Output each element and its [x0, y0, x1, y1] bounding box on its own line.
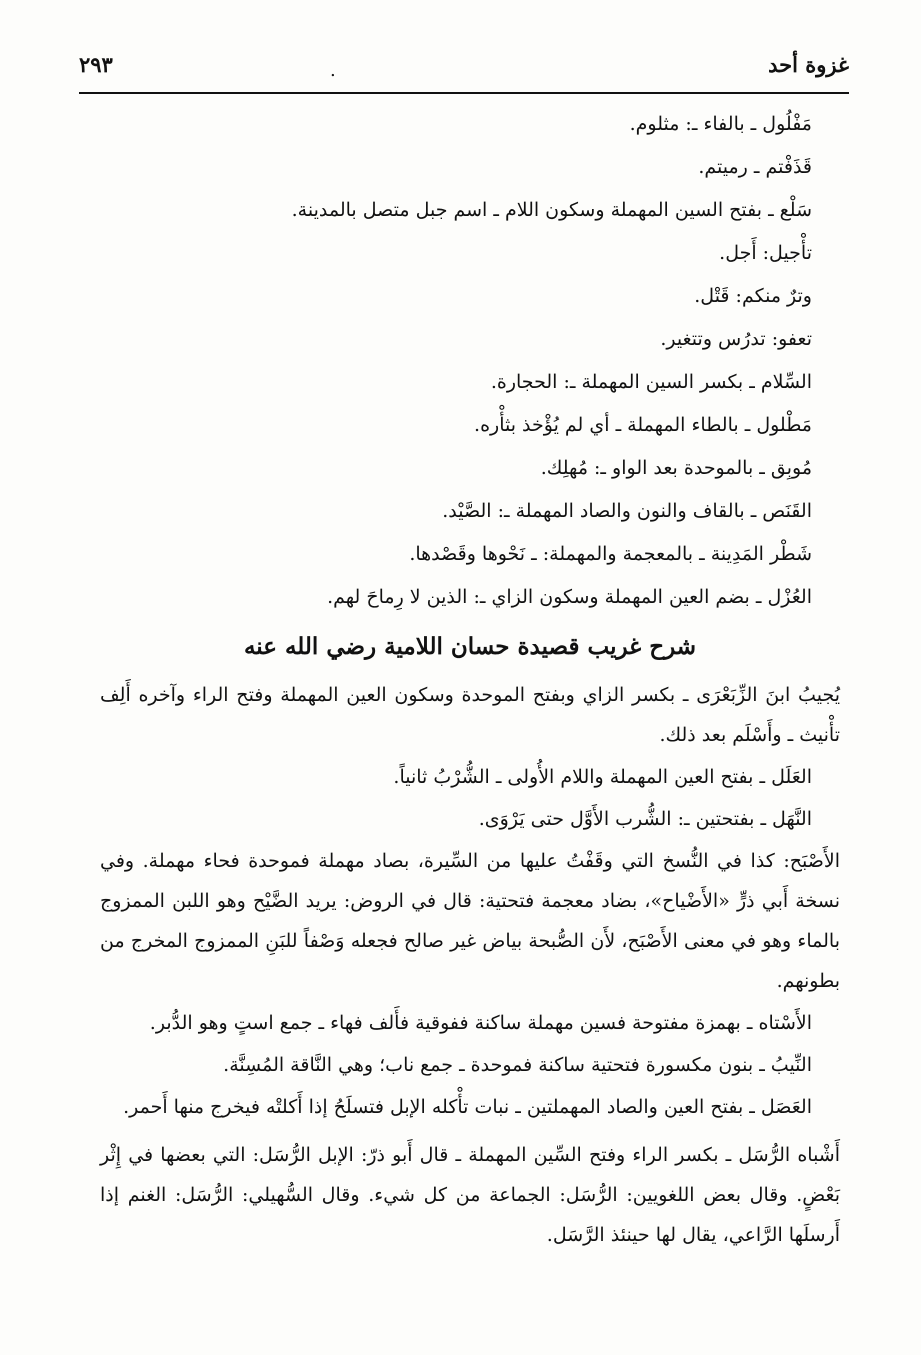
paragraph: يُجيبُ ابنَ الزِّبَعْرَى ـ بكسر الزاي وبفتح الموحدة وسكون العين المهملة وفتح الراء وآخره أَلِف تأْنيث ـ وأَسْلَم بعد ذلك.	[100, 684, 840, 746]
paragraph: العَلَل ـ بفتح العين المهملة واللام الأُولى ـ الشُّرْبُ ثانياً.	[393, 766, 812, 788]
paragraph: النِّيبُ ـ بنون مكسورة فتحتية ساكنة فموحدة ـ جمع ناب؛ وهي النَّاقة المُسِنَّة.	[223, 1054, 812, 1076]
paragraph: النَّهَل ـ بفتحتين ـ: الشُّرب الأَوَّل حتى يَرْوَى.	[478, 808, 812, 830]
glossary-entry: مُوبِق ـ بالموحدة بعد الواو ـ: مُهلِك.	[540, 457, 812, 479]
paragraph: أَشْباه الرُّسَل ـ بكسر الراء وفتح السِّين المهملة ـ قال أَبو ذرّ: الإبل الرُّسَل: التي بعضها في إِثْر بَعْضٍ. وقال بعض اللغويين: الرُّسَل: الجماعة من كل شيء. وقال السُّهيلي: الرُّسَل: الغنم إذا أَرسلَها الرَّاعي، يقال لها حينئذ الرَّسَل.	[100, 1144, 840, 1246]
page-number: ٢٩٣	[79, 52, 113, 77]
header-rule	[79, 92, 849, 94]
glossary-entry: تأْجيل: أَجل.	[719, 242, 812, 264]
paragraph: الأَصْبَح: كذا في النُّسخ التي وقَفْتُ عليها من السِّيرة، بصاد مهملة فموحدة فحاء مهملة. وفي نسخة أَبي ذرٍّ «الأَضْياح»، بضاد معجمة فتحتية: قال في الروض: يريد الضَّيْح وهو اللبن الممزوج بالماء وهو في معنى الأَصْبَح، لأَن الصُّبحة بياض غير صالح فجعله وَصْفاً للبَنِ الممزوج المخرج من بطونهم.	[100, 850, 840, 992]
paragraph: الأَسْتاه ـ بهمزة مفتوحة فسين مهملة ساكنة ففوقية فأَلف فهاء ـ جمع استٍ وهو الدُّبر.	[149, 1012, 812, 1034]
running-header	[79, 52, 849, 77]
chapter-title: غزوة أحد	[768, 52, 849, 77]
glossary-entry: شَطْر المَدِينة ـ بالمعجمة والمهملة: ـ نَحْوها وقَصْدها.	[409, 543, 812, 565]
glossary-entry: وترٌ منكم: قَتْل.	[694, 285, 812, 307]
glossary-entry: قَذَفْتم ـ رميتم.	[698, 156, 812, 178]
glossary-entry: مَفْلُول ـ بالفاء ـ: مثلوم.	[629, 113, 812, 135]
paragraph: العَصَل ـ بفتح العين والصاد المهملتين ـ نبات تأْكله الإبل فتسلَحُ إذا أَكلتْه فيخرج منها أَحمر.	[123, 1096, 812, 1118]
section-title: شرح غريب قصيدة حسان اللامية رضي الله عنه	[243, 633, 697, 660]
glossary-entry: تعفو: تدرُس وتتغير.	[660, 328, 812, 350]
page-body	[100, 104, 840, 1257]
glossary-entry: مَطْلول ـ بالطاء المهملة ـ أي لم يُؤْخذ بثأْره.	[474, 414, 812, 436]
glossary-entry: العُزْل ـ بضم العين المهملة وسكون الزاي ـ: الذين لا رِماحَ لهم.	[327, 586, 812, 608]
glossary-entry: سَلْع ـ بفتح السين المهملة وسكون اللام ـ اسم جبل متصل بالمدينة.	[291, 199, 812, 221]
glossary-entry: القَنَص ـ بالقاف والنون والصاد المهملة ـ: الصَّيْد.	[442, 500, 812, 522]
section-body	[100, 675, 840, 1255]
glossary-entry: السِّلام ـ بكسر السين المهملة ـ: الحجارة.	[490, 371, 812, 393]
glossary-list	[100, 104, 840, 617]
header-dot: .	[330, 60, 336, 81]
